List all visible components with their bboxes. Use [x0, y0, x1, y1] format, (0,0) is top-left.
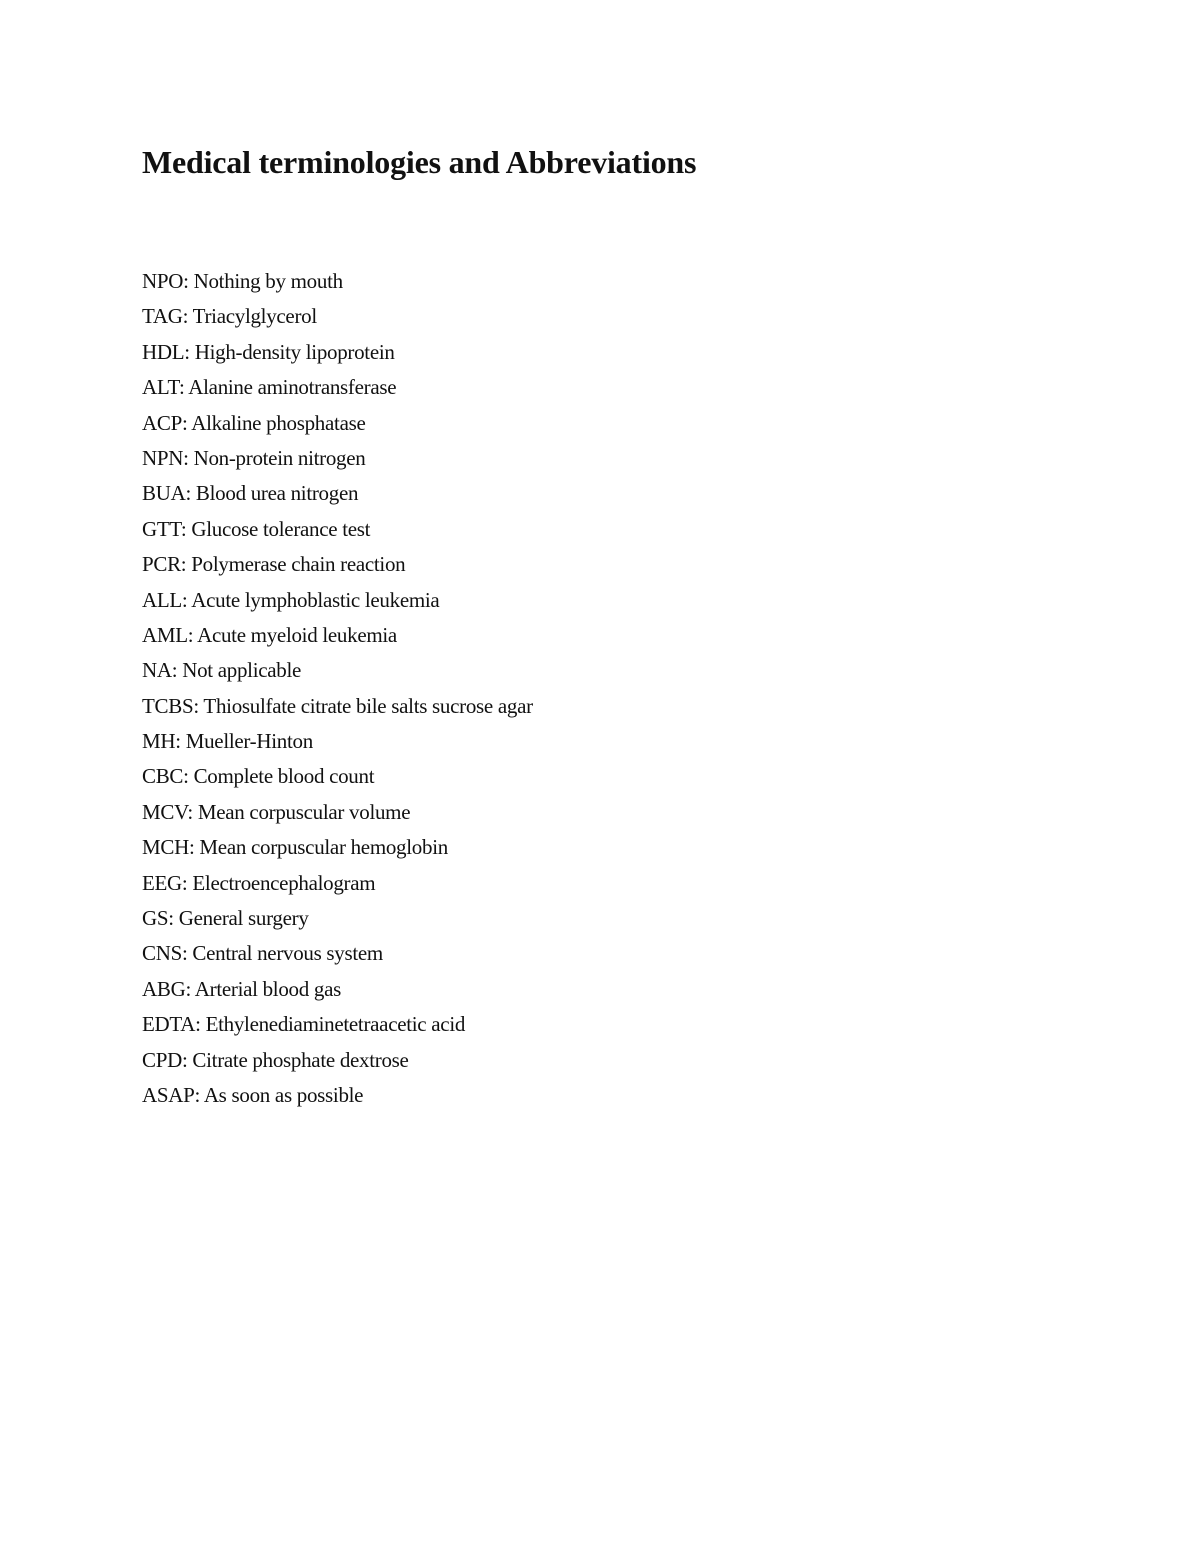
list-item: MCH: Mean corpuscular hemoglobin — [142, 835, 448, 860]
list-item: CNS: Central nervous system — [142, 941, 383, 966]
list-item: GS: General surgery — [142, 906, 309, 931]
list-item: PCR: Polymerase chain reaction — [142, 552, 406, 577]
list-item: CPD: Citrate phosphate dextrose — [142, 1047, 409, 1072]
list-item: MCV: Mean corpuscular volume — [142, 799, 411, 824]
list-item: NPN: Non-protein nitrogen — [142, 445, 366, 470]
abbreviation-list — [142, 264, 533, 1113]
list-item: TCBS: Thiosulfate citrate bile salts sucrose agar — [142, 693, 533, 718]
list-item: ASAP: As soon as possible — [142, 1082, 364, 1107]
page-title: Medical terminologies and Abbreviations — [142, 144, 697, 180]
list-item: ALL: Acute lymphoblastic leukemia — [142, 587, 440, 612]
list-item: ALT: Alanine aminotransferase — [142, 375, 397, 400]
list-item: ABG: Arterial blood gas — [142, 976, 341, 1001]
list-item: HDL: High-density lipoprotein — [142, 339, 395, 364]
list-item: NPO: Nothing by mouth — [142, 269, 343, 293]
list-item: TAG: Triacylglycerol — [142, 304, 317, 329]
list-item: CBC: Complete blood count — [142, 764, 375, 789]
list-item: ACP: Alkaline phosphatase — [142, 410, 366, 435]
list-item: EDTA: Ethylenediaminetetraacetic acid — [142, 1012, 466, 1037]
list-item: AML: Acute myeloid leukemia — [142, 622, 397, 647]
list-item: MH: Mueller-Hinton — [142, 729, 313, 754]
list-item: NA: Not applicable — [142, 658, 302, 683]
list-item: GTT: Glucose tolerance test — [142, 516, 371, 541]
list-item: BUA: Blood urea nitrogen — [142, 481, 359, 506]
list-item: EEG: Electroencephalogram — [142, 870, 376, 895]
